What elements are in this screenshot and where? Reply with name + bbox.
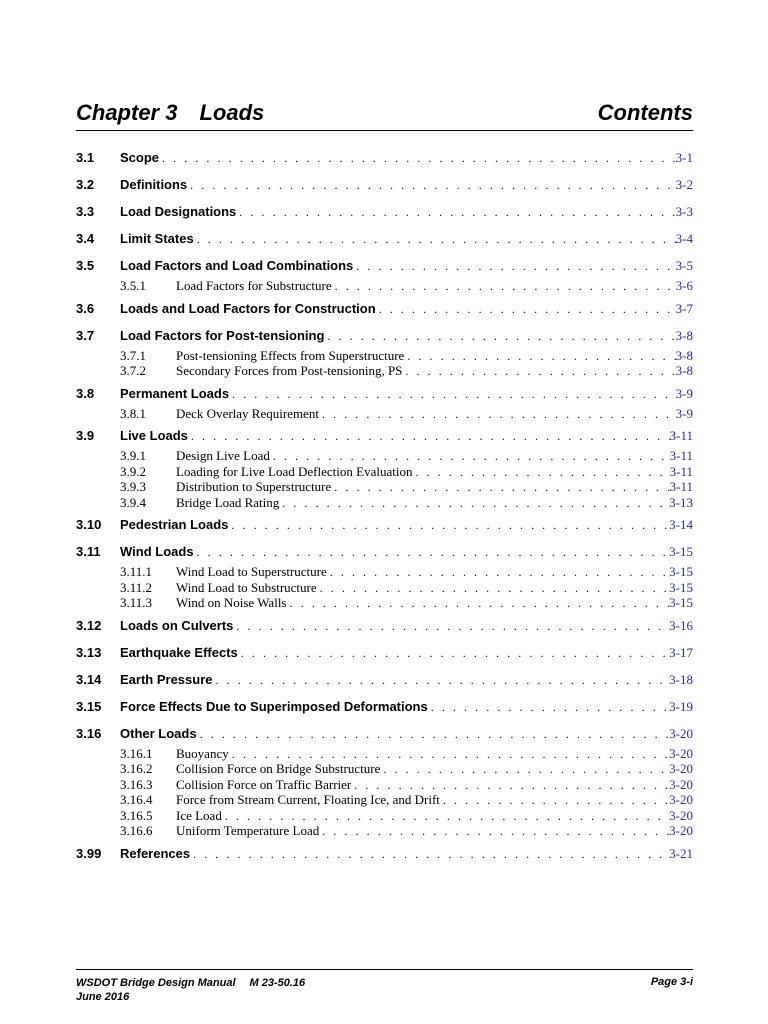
toc-section (76, 544, 693, 611)
toc-entry[interactable] (76, 150, 693, 170)
dot-leader (376, 302, 676, 317)
toc-section (76, 618, 693, 638)
entry-title: Earth Pressure (120, 671, 213, 687)
toc-subentry[interactable] (76, 495, 693, 511)
entry-title: Definitions (120, 177, 188, 192)
subentry-title: Wind Load to Substructure (176, 579, 317, 595)
toc-subentry[interactable] (76, 823, 693, 839)
dot-leader (229, 747, 669, 762)
dot-leader (188, 429, 670, 444)
entry-title: Loads and Load Factors for Construction (120, 300, 376, 316)
entry-number: 3.9 (76, 428, 95, 443)
entry-number: 3.11 (76, 544, 101, 559)
dot-leader (353, 259, 675, 274)
chapter-title: Loads (199, 100, 265, 125)
toc-subentry[interactable] (76, 746, 693, 762)
toc-subentry[interactable] (76, 580, 693, 596)
toc-subentry[interactable] (76, 406, 693, 422)
chapter-number: Chapter 3 (76, 100, 178, 125)
toc-subentry[interactable] (76, 564, 693, 580)
page-number-link[interactable]: 3-6 (675, 278, 693, 293)
entry-title: Other Loads (120, 725, 197, 741)
toc-subentry[interactable] (76, 464, 693, 480)
page-number-link[interactable]: 3-8 (675, 327, 693, 343)
dot-leader (222, 809, 669, 824)
dot-leader (402, 364, 675, 379)
entry-number: 3.7 (76, 327, 95, 343)
subentry-number: 3.9.4 (120, 494, 146, 510)
page-number-link[interactable]: 3-21 (669, 845, 693, 861)
footer-page-number: Page 3-i (650, 976, 693, 988)
page-number-link[interactable]: 3-5 (675, 258, 693, 273)
subentry-number: 3.9.3 (120, 479, 146, 494)
subentry-number: 3.16.6 (120, 823, 153, 838)
subentry-title: Collision Force on Traffic Barrier (176, 776, 352, 792)
page-number-link[interactable]: 3-20 (669, 725, 693, 741)
entry-number: 3.13 (76, 644, 102, 660)
subentry-number: 3.16.3 (120, 776, 153, 792)
page-number-link[interactable]: 3-1 (675, 150, 693, 165)
entry-number: 3.16 (76, 725, 102, 741)
toc-entry[interactable] (76, 258, 693, 278)
toc-section (76, 645, 693, 665)
page-number-link[interactable]: 3-7 (675, 300, 693, 316)
toc-subentry[interactable] (76, 348, 693, 364)
page-number-link[interactable]: 3-16 (669, 617, 693, 633)
dot-leader (187, 178, 675, 193)
subentry-title: Wind Load to Superstructure (176, 564, 327, 579)
subentry-number: 3.11.2 (120, 579, 153, 595)
page-number-link[interactable]: 3-9 (675, 385, 693, 401)
subentry-title: Buoyancy (176, 745, 229, 761)
subentry-number: 3.11.1 (120, 564, 153, 579)
page-number-link[interactable]: 3-14 (669, 517, 693, 532)
page-number-link[interactable]: 3-9 (675, 405, 693, 421)
entry-title: Live Loads (120, 428, 188, 443)
page-number-link[interactable]: 3-8 (675, 347, 693, 363)
footer-date: June 2016 (76, 991, 130, 1003)
subentry-number: 3.16.2 (120, 761, 153, 776)
dot-leader (412, 465, 669, 480)
toc-entry[interactable] (76, 231, 693, 251)
entry-title: Limit States (120, 231, 194, 246)
toc-entry[interactable] (76, 328, 693, 348)
dot-leader (404, 349, 675, 364)
dot-leader (287, 596, 670, 611)
toc-entry[interactable] (76, 672, 693, 692)
dot-leader (380, 762, 669, 777)
toc-entry[interactable] (76, 645, 693, 665)
toc-entry[interactable] (76, 428, 693, 448)
toc-entry[interactable] (76, 726, 693, 746)
toc-subentry[interactable] (76, 363, 693, 379)
subentry-number: 3.16.5 (120, 807, 153, 823)
subentry-title: Post-tensioning Effects from Superstructure (176, 347, 405, 363)
dot-leader (238, 646, 669, 661)
toc-entry[interactable] (76, 699, 693, 719)
page-number-link[interactable]: 3-18 (669, 671, 693, 687)
subentry-title: Collision Force on Bridge Substructure (176, 761, 381, 776)
entry-number: 3.15 (76, 698, 102, 714)
subentry-title: Secondary Forces from Post-tensioning, PS (176, 363, 403, 378)
toc-section (76, 846, 693, 866)
table-of-contents (76, 150, 693, 873)
dot-leader (428, 700, 669, 715)
dot-leader (190, 847, 669, 862)
toc-section (76, 258, 693, 294)
entry-title: Load Factors and Load Combinations (120, 258, 354, 273)
toc-section (76, 699, 693, 719)
toc-section (76, 672, 693, 692)
toc-subentry[interactable] (76, 777, 693, 793)
subentry-title: Design Live Load (176, 448, 270, 463)
entry-number: 3.3 (76, 204, 95, 219)
page-number-link[interactable]: 3-20 (669, 807, 693, 823)
page-number-link[interactable]: 3-11 (669, 448, 693, 463)
toc-entry[interactable] (76, 204, 693, 224)
toc-section (76, 386, 693, 422)
subentry-number: 3.8.1 (120, 405, 146, 421)
toc-entry[interactable] (76, 386, 693, 406)
dot-leader (194, 545, 670, 560)
page-number-link[interactable]: 3-15 (669, 595, 693, 610)
page-number-link[interactable]: 3-19 (669, 698, 693, 714)
dot-leader (233, 619, 669, 634)
toc-entry[interactable] (76, 517, 693, 537)
entry-number: 3.2 (76, 177, 95, 192)
footer-manual-name: WSDOT Bridge Design Manual (76, 977, 236, 989)
page-number-link[interactable]: 3-20 (669, 823, 693, 838)
dot-leader (317, 581, 670, 596)
subentry-number: 3.9.1 (120, 448, 146, 463)
toc-section (76, 517, 693, 537)
toc-section (76, 428, 693, 510)
subentry-number: 3.5.1 (120, 278, 146, 293)
toc-section (76, 301, 693, 321)
toc-entry[interactable] (76, 177, 693, 197)
subentry-title: Ice Load (176, 807, 222, 823)
page-number-link[interactable]: 3-20 (669, 792, 693, 807)
subentry-title: Uniform Temperature Load (176, 823, 320, 838)
entry-title: Load Designations (120, 204, 237, 219)
entry-title: Scope (120, 150, 160, 165)
dot-leader (194, 232, 676, 247)
dot-leader (197, 727, 670, 742)
dot-leader (236, 205, 675, 220)
page-number-link[interactable]: 3-11 (669, 479, 693, 494)
page-number-link[interactable]: 3-8 (675, 363, 693, 378)
entry-title: Earthquake Effects (120, 644, 238, 660)
entry-number: 3.5 (76, 258, 95, 273)
page-number-link[interactable]: 3-3 (675, 204, 693, 219)
page-number-link[interactable]: 3-2 (675, 177, 693, 192)
toc-entry[interactable] (76, 301, 693, 321)
entry-title: Permanent Loads (120, 385, 230, 401)
dot-leader (319, 824, 669, 839)
toc-section (76, 231, 693, 251)
footer-manual-info (76, 976, 305, 1004)
subentry-title: Force from Stream Current, Floating Ice, and Drift (176, 792, 440, 807)
chapter-header (76, 96, 693, 131)
page-footer (76, 969, 693, 1003)
entry-title: Loads on Culverts (120, 617, 234, 633)
toc-entry[interactable] (76, 846, 693, 866)
entry-number: 3.1 (76, 150, 95, 165)
dot-leader (213, 673, 670, 688)
page-number-link[interactable]: 3-15 (669, 579, 693, 595)
subentry-title: Bridge Load Rating (176, 494, 280, 510)
toc-section (76, 204, 693, 224)
contents-label: Contents (597, 100, 693, 125)
dot-leader (228, 518, 669, 533)
page-number-link[interactable]: 3-4 (675, 231, 693, 246)
toc-section (76, 726, 693, 839)
entry-title: Load Factors for Post-tensioning (120, 327, 325, 343)
entry-title: Pedestrian Loads (120, 517, 229, 532)
toc-entry[interactable] (76, 618, 693, 638)
subentry-title: Deck Overlay Requirement (176, 405, 319, 421)
subentry-title: Loading for Live Load Deflection Evaluation (176, 463, 413, 479)
subentry-title: Distribution to Superstructure (176, 479, 332, 494)
toc-subentry[interactable] (76, 448, 693, 464)
toc-subentry[interactable] (76, 761, 693, 777)
page-number-link[interactable]: 3-11 (669, 428, 693, 443)
dot-leader (440, 793, 669, 808)
toc-entry[interactable] (76, 544, 693, 564)
entry-number: 3.99 (76, 845, 102, 861)
dot-leader (324, 329, 675, 344)
subentry-title: Load Factors for Substructure (176, 278, 332, 293)
dot-leader (319, 407, 676, 422)
dot-leader (331, 480, 669, 495)
subentry-number: 3.7.1 (120, 347, 146, 363)
page-number-link[interactable]: 3-15 (669, 564, 693, 579)
entry-title: References (120, 845, 191, 861)
dot-leader (270, 449, 670, 464)
entry-title: Wind Loads (120, 544, 194, 559)
entry-number: 3.6 (76, 300, 95, 316)
toc-section (76, 328, 693, 379)
subentry-number: 3.16.4 (120, 792, 153, 807)
subentry-title: Wind on Noise Walls (176, 595, 287, 610)
dot-leader (279, 496, 669, 511)
toc-section (76, 177, 693, 197)
dot-leader (351, 778, 669, 793)
subentry-number: 3.7.2 (120, 363, 146, 378)
chapter-heading (76, 100, 264, 126)
entry-number: 3.8 (76, 385, 95, 401)
entry-number: 3.14 (76, 671, 102, 687)
dot-leader (229, 387, 676, 402)
page-number-link[interactable]: 3-13 (669, 494, 693, 510)
toc-subentry[interactable] (76, 595, 693, 611)
subentry-number: 3.9.2 (120, 463, 146, 479)
page-number-link[interactable]: 3-20 (669, 776, 693, 792)
footer-manual-number: M 23-50.16 (249, 977, 306, 989)
entry-number: 3.10 (76, 517, 102, 532)
page-number-link[interactable]: 3-20 (669, 745, 693, 761)
entry-title: Force Effects Due to Superimposed Deformations (120, 698, 428, 714)
toc-section (76, 150, 693, 170)
entry-number: 3.4 (76, 231, 95, 246)
toc-subentry[interactable] (76, 479, 693, 495)
dot-leader (159, 151, 676, 166)
dot-leader (327, 565, 669, 580)
page-number-link[interactable]: 3-20 (669, 761, 693, 776)
dot-leader (332, 279, 676, 294)
toc-subentry[interactable] (76, 278, 693, 294)
toc-subentry[interactable] (76, 808, 693, 824)
subentry-number: 3.16.1 (120, 745, 153, 761)
entry-number: 3.12 (76, 617, 102, 633)
page-number-link[interactable]: 3-15 (669, 544, 693, 559)
page-number-link[interactable]: 3-17 (669, 644, 693, 660)
page-number-link[interactable]: 3-11 (669, 463, 693, 479)
toc-subentry[interactable] (76, 792, 693, 808)
subentry-number: 3.11.3 (120, 595, 153, 610)
